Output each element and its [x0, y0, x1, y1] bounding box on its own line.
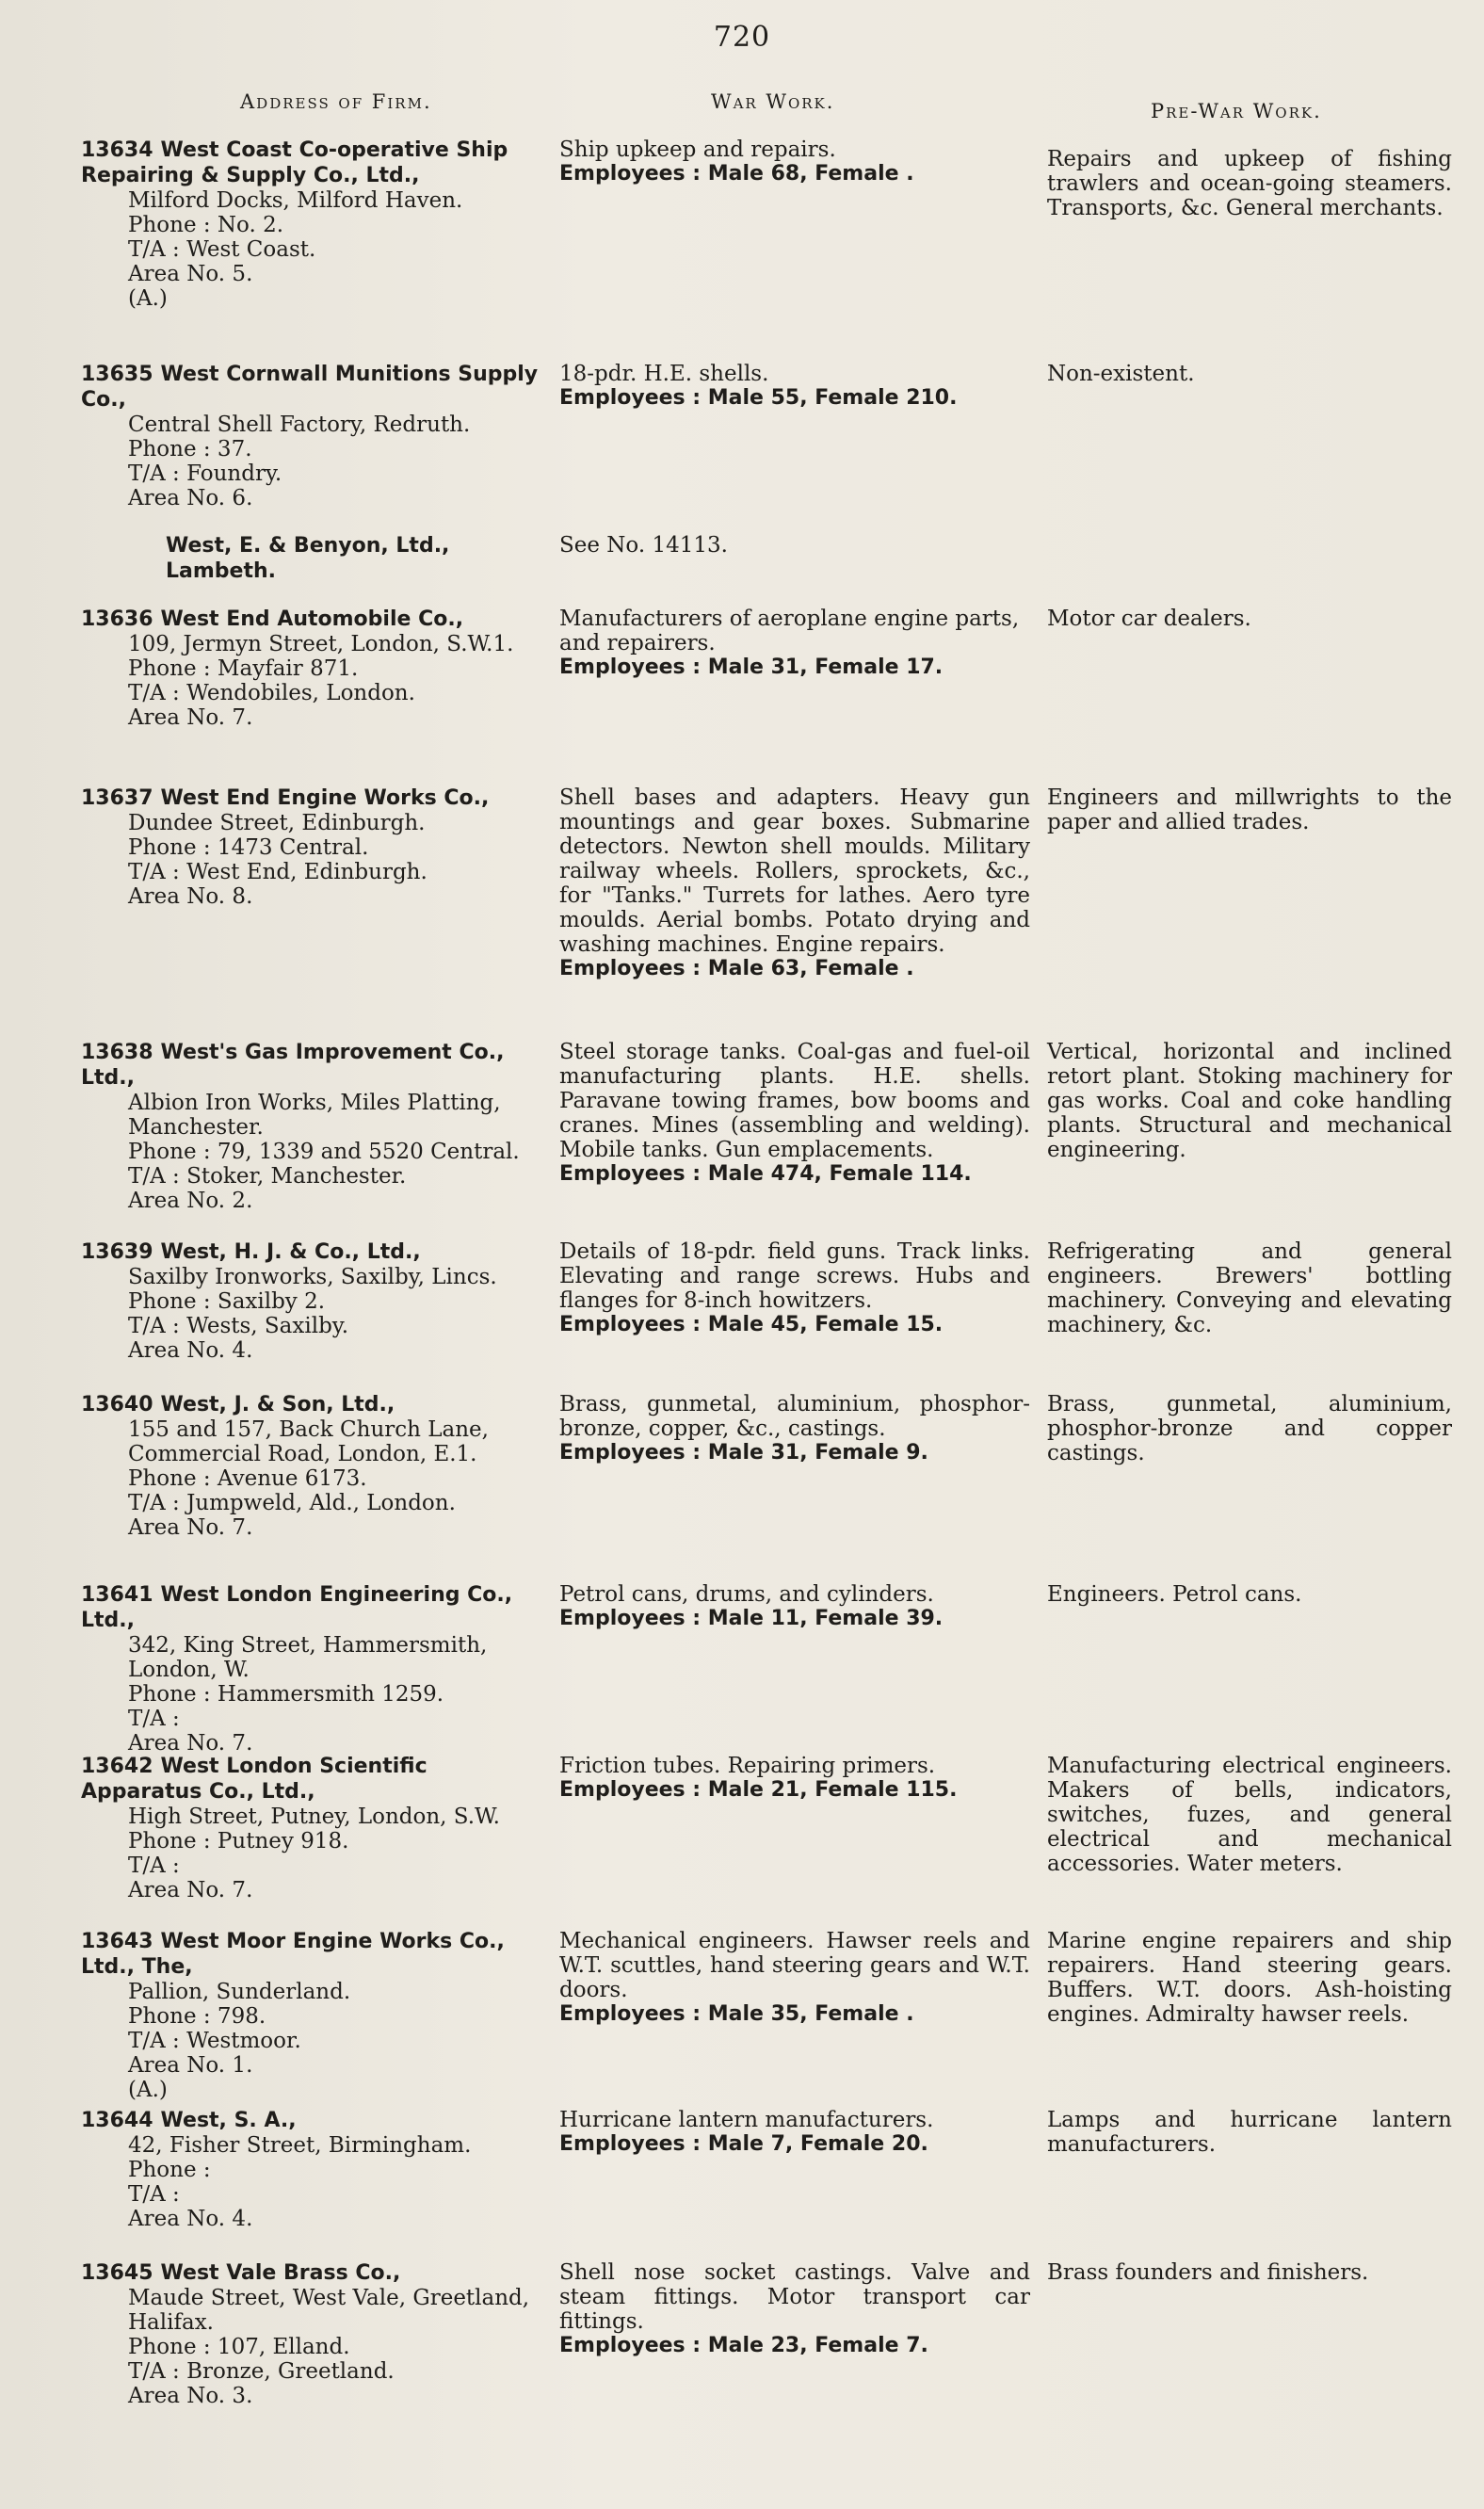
- pre-war-text: Brass, gunmetal, aluminium, phosphor-bronze and copper castings.: [1047, 1392, 1452, 1465]
- war-work-text: Petrol cans, drums, and cylinders.: [559, 1582, 934, 1607]
- area-line: Area No. 5.: [128, 262, 253, 286]
- phone-line: Phone : Putney 918.: [128, 1829, 349, 1853]
- address-line: Pallion, Sunderland.: [128, 1980, 351, 2004]
- entry-number: 13644: [81, 2109, 153, 2132]
- address-column: [166, 533, 540, 584]
- employees: Employees : Male 68, Female .: [559, 162, 914, 186]
- war-work-text: Friction tubes. Repairing primers.: [559, 1754, 936, 1778]
- address-line: Central Shell Factory, Redruth.: [128, 413, 471, 437]
- firm-name: West, S. A.,: [160, 2109, 297, 2132]
- phone-line: Phone : 79, 1339 and 5520 Central.: [128, 1140, 520, 1164]
- area-line: Area No. 3.: [128, 2384, 253, 2408]
- war-work-text: Manufacturers of aeroplane engine parts, and repairers.: [559, 607, 1020, 656]
- ta-line: T/A :: [128, 2182, 180, 2207]
- employees: Employees : Male 63, Female .: [559, 957, 914, 980]
- war-work-column: [559, 2108, 1030, 2157]
- area-line: Area No. 2.: [128, 1189, 253, 1213]
- address-column: [81, 1239, 540, 1363]
- area-line: Area No. 4.: [128, 2207, 253, 2231]
- phone-line: Phone : Avenue 6173.: [128, 1466, 367, 1491]
- pre-war-column: [1047, 1040, 1452, 1162]
- ta-line: T/A :: [128, 1707, 180, 1731]
- address-line: Dundee Street, Edinburgh.: [128, 811, 426, 835]
- area-line: Area No. 8.: [128, 884, 253, 909]
- phone-line: Phone : 37.: [128, 437, 252, 461]
- entry-number: 13643: [81, 1930, 153, 1953]
- ta-line: T/A : West End, Edinburgh.: [128, 860, 427, 884]
- war-work-text: Brass, gunmetal, aluminium, phosphor-bronze, copper, &c., castings.: [559, 1392, 1030, 1441]
- war-work-text: Steel storage tanks. Coal-gas and fuel-oil manufacturing plants. H.E. shells. Paravane towing frames, bow booms and cranes. Mines (assembling and welding). Mobile tanks. Gun emplacements.: [559, 1040, 1030, 1162]
- ta-line: T/A : Wests, Saxilby.: [128, 1314, 349, 1338]
- address-column: [81, 785, 540, 909]
- area-line: Area No. 7.: [128, 1731, 253, 1756]
- entry-number: 13634: [81, 138, 153, 162]
- war-work-column: [559, 2260, 1030, 2358]
- ta-line: T/A :: [128, 1853, 180, 1878]
- employees: Employees : Male 35, Female .: [559, 2002, 914, 2026]
- address-line: High Street, Putney, London, S.W.: [128, 1805, 500, 1829]
- header-war-work: War Work.: [711, 90, 835, 113]
- war-work-text: Details of 18-pdr. field guns. Track links. Elevating and range screws. Hubs and flanges for 8-inch howitzers.: [559, 1239, 1030, 1313]
- employees: Employees : Male 7, Female 20.: [559, 2132, 928, 2156]
- phone-line: Phone : Saxilby 2.: [128, 1289, 326, 1314]
- address-line: 342, King Street, Hammersmith, London, W.: [128, 1633, 488, 1682]
- pre-war-text: Manufacturing electrical engineers. Makers of bells, indicators, switches, fuzes, and general electrical and mechanical accessories. Water meters.: [1047, 1754, 1452, 1876]
- war-work-column: [559, 1582, 1030, 1631]
- phone-line: Phone : No. 2.: [128, 213, 284, 237]
- war-work-text: Mechanical engineers. Hawser reels and W.T. scuttles, hand steering gears and W.T. doors.: [559, 1929, 1030, 2002]
- employees: Employees : Male 31, Female 17.: [559, 656, 944, 679]
- address-column: [81, 1040, 540, 1213]
- address-column: [81, 2108, 540, 2231]
- pre-war-column: [1047, 362, 1452, 386]
- pre-war-column: [1047, 1582, 1452, 1607]
- pre-war-text: Lamps and hurricane lantern manufacturers.: [1047, 2108, 1452, 2157]
- pre-war-column: [1047, 785, 1452, 834]
- area-line: Area No. 6.: [128, 486, 253, 510]
- pre-war-text: Marine engine repairers and ship repairers. Hand steering gears. Buffers. W.T. doors. Ash-hoisting engines. Admiralty hawser reels.: [1047, 1929, 1452, 2027]
- address-column: [81, 1754, 540, 1902]
- pre-war-text: Engineers. Petrol cans.: [1047, 1582, 1302, 1607]
- entry-number: 13641: [81, 1583, 153, 1607]
- address-column: [81, 1582, 540, 1756]
- area-line: Area No. 1.: [128, 2053, 253, 2078]
- firm-name: West London Engineering Co., Ltd.,: [81, 1583, 513, 1632]
- ta-line: T/A : West Coast.: [128, 237, 316, 262]
- employees: Employees : Male 23, Female 7.: [559, 2334, 928, 2357]
- war-work-column: [559, 362, 1030, 411]
- address-column: [81, 138, 540, 311]
- pre-war-column: [1047, 2108, 1452, 2157]
- pre-war-text: Non-existent.: [1047, 362, 1195, 386]
- phone-line: Phone : 107, Elland.: [128, 2335, 350, 2359]
- phone-line: Phone : 798.: [128, 2004, 266, 2029]
- phone-line: Phone : Hammersmith 1259.: [128, 1682, 444, 1707]
- pre-war-text: Motor car dealers.: [1047, 607, 1251, 631]
- address-line: Saxilby Ironworks, Saxilby, Lincs.: [128, 1265, 497, 1289]
- entry-number: 13635: [81, 363, 153, 386]
- firm-name: West End Engine Works Co.,: [160, 786, 490, 810]
- entry-number: 13638: [81, 1041, 153, 1064]
- ta-line: T/A : Bronze, Greetland.: [128, 2359, 395, 2384]
- address-column: [81, 2260, 540, 2408]
- header-pre-war-work: Pre-War Work.: [1151, 100, 1322, 122]
- employees: Employees : Male 21, Female 115.: [559, 1778, 958, 1802]
- war-work-column: [559, 1239, 1030, 1337]
- firm-name: West, H. J. & Co., Ltd.,: [160, 1240, 421, 1264]
- address-column: [81, 607, 540, 730]
- pre-war-text: Repairs and upkeep of fishing trawlers and ocean-going steamers. Transports, &c. General merchants.: [1047, 147, 1452, 220]
- address-line: 109, Jermyn Street, London, S.W.1.: [128, 632, 514, 656]
- ta-line: T/A : Westmoor.: [128, 2029, 301, 2053]
- ta-line: T/A : Jumpweld, Ald., London.: [128, 1491, 456, 1515]
- war-work-column: [559, 1040, 1030, 1187]
- phone-line: Phone : 1473 Central.: [128, 835, 369, 860]
- address-line: 42, Fisher Street, Birmingham.: [128, 2133, 472, 2158]
- firm-name: West Moor Engine Works Co., Ltd., The,: [81, 1930, 505, 1979]
- firm-name: West Coast Co-operative Ship Repairing & Supply Co., Ltd.,: [81, 138, 508, 187]
- firm-name: West London Scientific Apparatus Co., Ltd.,: [81, 1755, 427, 1804]
- pre-war-column: [1047, 1239, 1452, 1337]
- employees: Employees : Male 45, Female 15.: [559, 1313, 944, 1336]
- address-column: [81, 1929, 540, 2102]
- pre-war-text: Brass founders and finishers.: [1047, 2260, 1369, 2285]
- war-work-column: [559, 785, 1030, 981]
- phone-line: Phone : Mayfair 871.: [128, 656, 359, 681]
- pre-war-text: Refrigerating and general engineers. Brewers' bottling machinery. Conveying and elevating machinery, &c.: [1047, 1239, 1452, 1337]
- area-line: Area No. 7.: [128, 1878, 253, 1902]
- pre-war-column: [1047, 607, 1452, 631]
- address-column: [81, 1392, 540, 1540]
- page-number: 720: [713, 21, 771, 54]
- war-work-text: 18-pdr. H.E. shells.: [559, 362, 769, 386]
- pre-war-column: [1047, 1754, 1452, 1876]
- header-address: Address of Firm.: [240, 90, 432, 113]
- entry-number: 13645: [81, 2261, 153, 2285]
- entry-number: 13636: [81, 607, 153, 631]
- war-work-text: Shell nose socket castings. Valve and steam fittings. Motor transport car fittings.: [559, 2260, 1030, 2334]
- cross-reference: See No. 14113.: [559, 533, 728, 558]
- pre-war-column: [1047, 1929, 1452, 2027]
- firm-name: West Cornwall Munitions Supply Co.,: [81, 363, 539, 412]
- firm-name: West, E. & Benyon, Ltd., Lambeth.: [166, 534, 450, 583]
- pre-war-text: Vertical, horizontal and inclined retort plant. Stoking machinery for gas works. Coal and coke handling plants. Structural and mechanical engineering.: [1047, 1040, 1452, 1162]
- ta-line: T/A : Foundry.: [128, 461, 282, 486]
- address-line: Albion Iron Works, Miles Platting, Manchester.: [128, 1091, 501, 1140]
- war-work-column: [559, 1929, 1030, 2027]
- entry-number: 13637: [81, 786, 153, 810]
- pre-war-column: [1047, 2260, 1452, 2285]
- employees: Employees : Male 11, Female 39.: [559, 1607, 944, 1630]
- war-work-column: [559, 138, 1030, 186]
- firm-name: West End Automobile Co.,: [160, 607, 464, 631]
- firm-name: West Vale Brass Co.,: [160, 2261, 401, 2285]
- class-line: (A.): [128, 2078, 168, 2102]
- entry-number: 13640: [81, 1393, 153, 1416]
- phone-line: Phone :: [128, 2158, 211, 2182]
- address-line: Milford Docks, Milford Haven.: [128, 188, 463, 213]
- war-work-text: Hurricane lantern manufacturers.: [559, 2108, 934, 2132]
- pre-war-column: [1047, 1392, 1452, 1465]
- area-line: Area No. 4.: [128, 1338, 253, 1363]
- ta-line: T/A : Wendobiles, London.: [128, 681, 415, 705]
- war-work-column: [559, 1392, 1030, 1465]
- address-column: [81, 362, 540, 510]
- war-work-column: [559, 607, 1030, 680]
- war-work-text: Shell bases and adapters. Heavy gun mountings and gear boxes. Submarine detectors. Newton shell moulds. Military railway wheels. Rollers, sprockets, &c., for "Tanks." Turrets for lathes. Aero tyre moulds. Aerial bombs. Potato drying and washing machines. Engine repairs.: [559, 785, 1030, 957]
- war-work-column: [559, 533, 1030, 558]
- class-line: (A.): [128, 286, 168, 311]
- firm-name: West, J. & Son, Ltd.,: [160, 1393, 395, 1416]
- pre-war-column: [1047, 147, 1452, 220]
- entry-number: 13639: [81, 1240, 153, 1264]
- area-line: Area No. 7.: [128, 705, 253, 730]
- address-line: Maude Street, West Vale, Greetland, Halifax.: [128, 2286, 530, 2335]
- pre-war-text: Engineers and millwrights to the paper and allied trades.: [1047, 785, 1452, 834]
- area-line: Area No. 7.: [128, 1515, 253, 1540]
- firm-name: West's Gas Improvement Co., Ltd.,: [81, 1041, 505, 1090]
- war-work-text: Ship upkeep and repairs.: [559, 138, 836, 162]
- war-work-column: [559, 1754, 1030, 1803]
- entry-number: 13642: [81, 1755, 153, 1778]
- employees: Employees : Male 474, Female 114.: [559, 1162, 972, 1186]
- address-line: 155 and 157, Back Church Lane, Commercial Road, London, E.1.: [128, 1417, 489, 1466]
- employees: Employees : Male 55, Female 210.: [559, 386, 958, 410]
- ta-line: T/A : Stoker, Manchester.: [128, 1164, 407, 1189]
- employees: Employees : Male 31, Female 9.: [559, 1441, 928, 1465]
